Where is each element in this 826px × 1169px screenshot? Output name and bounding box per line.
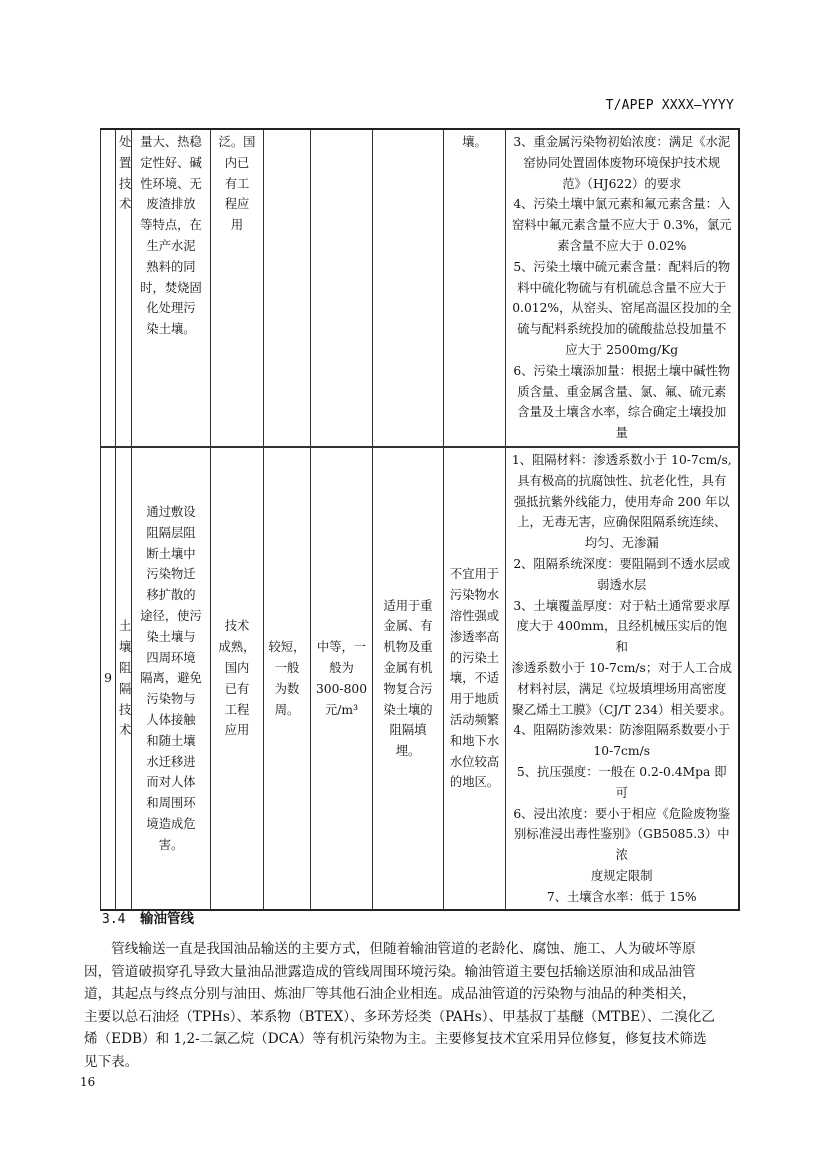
- text-line: 而对人体: [146, 775, 196, 790]
- text-line: 埋。: [395, 744, 421, 759]
- text-line: 移扩散的: [146, 588, 196, 603]
- text-line: 周。: [274, 702, 300, 717]
- text-line: 水迁移进: [146, 754, 196, 769]
- cell-technology-name: [116, 447, 132, 911]
- text-line: 上，无毒无害，应确保阻隔系统连续、: [517, 515, 727, 530]
- text-line: 道，其起点与终点分别与油田、炼油厂等其他石油企业相连。成品油管道的污染物与油品的种类相关，: [84, 986, 696, 1002]
- text-line: 有工: [224, 176, 250, 191]
- text-line: 污染物迁: [146, 567, 196, 582]
- text-line: 5、抗压强度：一般在 0.2-0.4Mpa 即可: [516, 764, 727, 800]
- cell-maturity: [211, 129, 264, 447]
- cell-cost: [311, 447, 373, 911]
- text-line: 4、污染土壤中氯元素和氟元素含量：入: [513, 197, 731, 212]
- text-line: 阻隔层阻: [146, 525, 196, 540]
- text-line: 强抵抗紫外线能力，使用寿命 200 年以: [513, 494, 730, 509]
- text-line: 污染物水: [449, 588, 500, 603]
- text-line: 用: [230, 218, 244, 233]
- text-line: 四周环境: [146, 650, 196, 665]
- text-line: 隔: [119, 681, 132, 696]
- cell-requirements: [506, 129, 739, 447]
- text-line: 用于地质: [449, 692, 500, 707]
- text-line: 通过敷设: [146, 504, 196, 519]
- text-line: 不宜用于: [449, 567, 500, 582]
- text-line: 聚乙烯土工膜》（CJ/T 234）相关要求。: [511, 702, 732, 717]
- text-line: 适用于重: [383, 598, 433, 613]
- document-code-header: T/APEP XXXX—YYYY: [605, 98, 734, 113]
- text-line: 壤，不适: [449, 671, 500, 686]
- section-number: 3.4: [102, 912, 126, 927]
- text-line: 别标准浸出毒性鉴别》（GB5085.3）中浓: [513, 827, 730, 863]
- text-line: 活动频繁: [449, 712, 500, 727]
- text-line: 土: [119, 619, 132, 634]
- text-line: 渗透率高: [449, 629, 500, 644]
- text-line: 壤。: [462, 135, 487, 149]
- text-line: 6、污染土壤添加量：根据土壤中碱性物: [513, 363, 731, 378]
- text-line: 已有: [224, 681, 250, 696]
- text-line: 的污染土: [449, 650, 500, 665]
- text-line: 染土壤的: [383, 702, 433, 717]
- text-line: 和周围环: [146, 796, 196, 811]
- text-line: 人体接触: [146, 712, 196, 727]
- text-line: 阻隔填: [389, 723, 427, 738]
- text-line: 断土壤中: [146, 546, 196, 561]
- text-line: 见下表。: [84, 1053, 139, 1070]
- text-line: 内已: [224, 155, 250, 170]
- text-line: 术: [119, 197, 132, 212]
- text-line: 渗透系数小于 10-7cm/s；对于人工合成: [511, 660, 732, 675]
- text-line: 技: [119, 702, 132, 717]
- text-line: 主要以总石油烃（TPHs）、苯系物（BTEX）、多环芳烃类（PAHs）、甲基叔丁基醚（MTBE）、二溴化乙: [84, 1008, 715, 1025]
- text-line: 性环境、无: [140, 176, 202, 191]
- cell-number: [101, 129, 116, 447]
- text-line: 一般: [274, 660, 300, 675]
- page-number: 16: [80, 1075, 96, 1089]
- text-line: 溶性强或: [449, 608, 500, 623]
- text-line: 染土壤。: [146, 322, 196, 337]
- text-line: 工程: [224, 702, 250, 717]
- remediation-technology-table: [100, 128, 740, 911]
- text-line: 化处理污: [146, 301, 196, 316]
- text-line: 料中硫化物硫与有机硫总含量不应大于: [517, 280, 727, 295]
- text-line: 窑协同处置固体废物环境保护技术规: [523, 155, 721, 170]
- cell-limitation: [444, 447, 506, 911]
- cell-principle: [132, 447, 211, 911]
- text-line: 金属、有: [383, 619, 433, 634]
- text-line: 等特点，在: [140, 218, 202, 233]
- text-line: 量大、热稳: [140, 135, 202, 149]
- text-line: 10-7cm/s: [593, 744, 651, 759]
- cell-maturity: [211, 447, 264, 911]
- text-line: 3、重金属污染物初始浓度：满足《水泥: [513, 135, 731, 149]
- text-line: 具有极高的抗腐蚀性、抗老化性，具有: [517, 473, 727, 488]
- text-line: 处: [119, 135, 132, 149]
- text-line: 应大于 2500mg/Kg: [565, 342, 679, 357]
- text-line: 生产水泥: [146, 238, 196, 253]
- text-line: 成熟，: [218, 640, 256, 655]
- text-line: 管线输送一直是我国油品输送的主要方式，但随着输油管道的老龄化、腐蚀、施工、人为破坏等原: [84, 941, 696, 957]
- text-line: 定性好、碱: [140, 155, 202, 170]
- text-line: 物复合污: [383, 681, 433, 696]
- text-line: 硫与配料系统投加的硫酸盐总投加量不: [517, 322, 727, 337]
- text-line: 时，焚烧固: [140, 280, 202, 295]
- cell-applicability: [373, 129, 444, 447]
- text-line: 污染物与: [146, 692, 196, 707]
- text-line: 般为: [329, 660, 354, 675]
- text-line: 范》（HJ622）的要求: [562, 176, 682, 191]
- text-line: 1、阻隔材料：渗透系数小于 10-7cm/s,: [511, 452, 732, 467]
- text-line: 熟料的同: [146, 259, 196, 274]
- text-line: 含量及土壤含水率，综合确定土壤投加: [517, 405, 727, 420]
- cell-cost: [311, 129, 373, 447]
- text-line: 程应: [224, 197, 250, 212]
- text-line: 金属有机: [383, 660, 433, 675]
- body-paragraph: [84, 938, 740, 1073]
- text-line: 中等，一: [316, 640, 367, 655]
- text-line: 度规定限制: [591, 868, 653, 883]
- text-line: 7、土壤含水率：低于 15%: [546, 889, 697, 904]
- cell-period: [264, 129, 311, 447]
- text-line: 6、浸出浓度：要小于相应《危险废物鉴: [513, 806, 731, 821]
- text-line: 技: [119, 176, 132, 191]
- text-line: 废渣排放: [146, 197, 196, 212]
- text-line: 元/m³: [324, 702, 359, 717]
- text-line: 壤: [119, 640, 132, 655]
- text-line: 阻: [119, 660, 132, 675]
- section-heading: [102, 907, 194, 927]
- text-line: 的地区。: [449, 775, 500, 790]
- text-line: 5、污染土壤中硫元素含量：配料后的物: [513, 259, 731, 274]
- cell-applicability: [373, 447, 444, 911]
- cell-limitation: [444, 129, 506, 447]
- section-title-text: 输油管线: [140, 911, 194, 927]
- text-line: 窑料中氟元素含量不应大于 0.3%，氯元: [511, 218, 732, 233]
- text-line: 术: [119, 723, 132, 738]
- text-line: 害。: [158, 837, 184, 852]
- text-line: 300-800: [315, 681, 368, 696]
- text-line: 3、土壤覆盖厚度：对于粘土通常要求厚: [513, 598, 731, 613]
- text-line: 和随土壤: [146, 733, 196, 748]
- text-line: 素含量不应大于 0.02%: [557, 238, 687, 253]
- cell-technology-name: [116, 129, 132, 447]
- text-line: 度大于 400mm，且经机械压实后的饱和: [516, 619, 728, 655]
- text-line: 应用: [224, 723, 250, 738]
- cell-number: 9: [101, 447, 116, 911]
- text-line: 技术: [224, 619, 250, 634]
- text-line: 途径，使污: [140, 608, 202, 623]
- text-line: 烯（EDB）和 1,2-二氯乙烷（DCA）等有机污染物为主。主要修复技术宜采用异位修复，修复技术筛选: [84, 1031, 707, 1047]
- cell-principle: [132, 129, 211, 447]
- text-line: 为数: [274, 681, 300, 696]
- text-line: 材料衬层，满足《垃圾填埋场用高密度: [517, 681, 727, 696]
- text-line: 和地下水: [449, 733, 500, 748]
- cell-requirements: [506, 447, 739, 911]
- text-line: 机物及重: [383, 640, 433, 655]
- text-line: 0.012%，从窑头、窑尾高温区投加的全: [512, 301, 732, 316]
- text-line: 2、阻隔系统深度：要阻隔到不透水层或: [513, 556, 731, 571]
- text-line: 均匀、无渗漏: [584, 536, 659, 551]
- text-line: 境造成危: [146, 816, 196, 831]
- text-line: 质含量、重金属含量、氯、氟、硫元素: [517, 384, 727, 399]
- text-line: 国内: [224, 660, 250, 675]
- text-line: 隔离，避免: [140, 671, 202, 686]
- table-row: [101, 447, 739, 911]
- text-line: 水位较高: [449, 754, 500, 769]
- text-line: 染土壤与: [146, 629, 196, 644]
- cell-period: [264, 447, 311, 911]
- text-line: 量: [615, 426, 628, 441]
- table-row: [101, 129, 739, 447]
- text-line: 因，管道破损穿孔导致大量油品泄露造成的管线周围环境污染。输油管道主要包括输送原油和成品油管: [84, 963, 696, 980]
- text-line: 较短，: [268, 640, 306, 655]
- text-line: 4、阻隔防渗效果：防渗阻隔系数要小于: [513, 723, 731, 738]
- text-line: 置: [119, 155, 132, 170]
- text-line: 泛。国: [218, 135, 256, 149]
- text-line: 弱透水层: [597, 577, 647, 592]
